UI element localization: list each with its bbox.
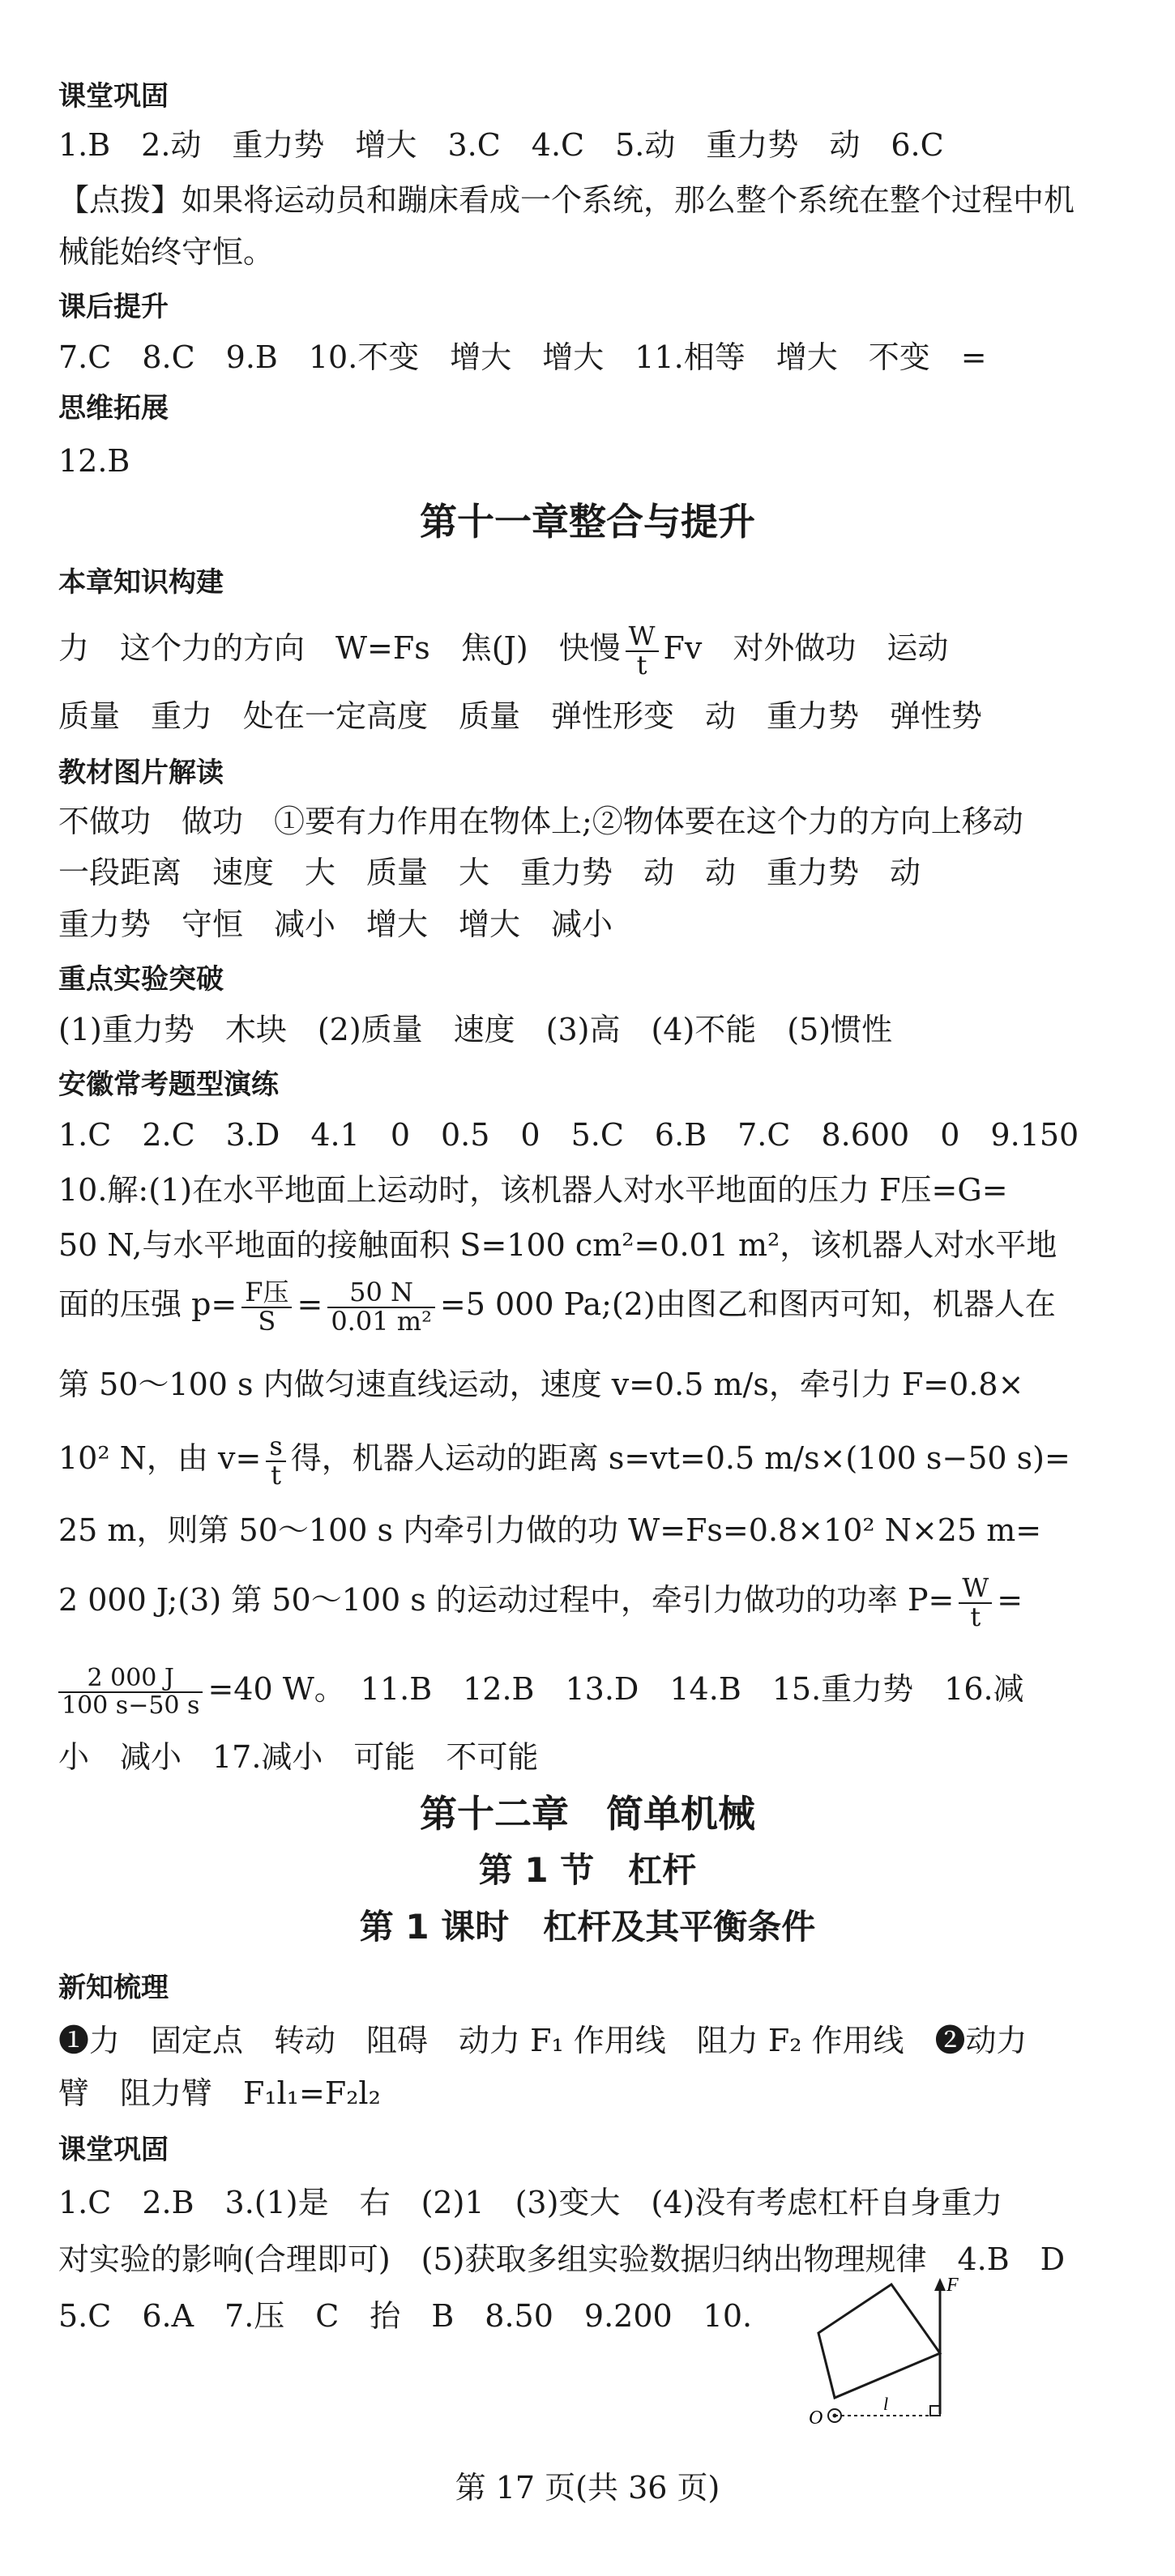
solution-line: 面的压强 p= $\frac{\text{F压}}{S}$ = $\frac{50 N}{\text{0.01 m²}}$ =5 000 Pa;(2)由图乙和图丙可知，机器人在 — [58, 1276, 1056, 1337]
section-heading-after-class: 课后提升 — [58, 291, 169, 323]
fraction-w-over-t-2: $\frac{W}{t}$ — [959, 1575, 992, 1631]
section-heading-knowledge: 本章知识构建 — [58, 566, 224, 599]
fraction-pressure: $\frac{\text{F压}}{S}$ — [241, 1279, 292, 1335]
force-label: F — [946, 2276, 959, 2296]
solution-line: 10.解:(1)在水平地面上运动时，该机器人对水平地面的压力 F压=G= — [58, 1172, 1008, 1208]
experiment-line: (1)重力势 木块 (2)质量 速度 (3)高 (4)不能 (5)惯性 — [58, 1012, 893, 1047]
answer-line: 1.B 2.动 重力势 增大 3.C 4.C 5.动 重力势 动 6.C — [58, 127, 944, 163]
hint-line: 【点拨】如果将运动员和蹦床看成一个系统，那么整个系统在整个过程中机 — [58, 182, 1075, 218]
section-heading-new-knowledge: 新知梳理 — [58, 1972, 169, 2004]
fraction-s-over-t: $\frac{s}{t}$ — [266, 1433, 285, 1489]
knowledge-line: 力 这个力的方向 W=Fs 焦(J) 快慢 $\frac{W}{t}$ Fv 对外做功 运动 — [58, 620, 949, 680]
answer-line: 7.C 8.C 9.B 10.不变 增大 增大 11.相等 增大 不变 = — [58, 339, 987, 375]
lesson-title: 第 1 课时 杠杆及其平衡条件 — [359, 1907, 816, 1947]
lever-arm-label: l — [883, 2394, 889, 2414]
section-heading-thinking: 思维拓展 — [58, 392, 169, 424]
section-heading-exercises: 安徽常考题型演练 — [58, 1068, 279, 1101]
figure-line: 不做功 做功 ①要有力作用在物体上;②物体要在这个力的方向上移动 — [58, 804, 1023, 839]
fraction-power: $\frac{2 000 J}{100 s-50 s}$ — [58, 1665, 203, 1718]
solution-line: 50 N,与水平地面的接触面积 S=100 cm²=0.01 m²，该机器人对水平地 — [58, 1227, 1058, 1263]
knowledge-line: ❶力 固定点 转动 阻碍 动力 F₁ 作用线 阻力 F₂ 作用线 ❷动力 — [58, 2023, 1028, 2058]
section-heading-experiment: 重点实验突破 — [58, 963, 224, 996]
force-arrowhead — [934, 2278, 946, 2291]
figure-line: 重力势 守恒 减小 增大 增大 减小 — [58, 906, 613, 942]
solution-line: 10² N，由 v= $\frac{s}{t}$ 得，机器人运动的距离 s=vt=0.5 m/s×(100 s−50 s)= — [58, 1430, 1070, 1491]
answer-line: 12.B — [58, 443, 130, 479]
lever-force-diagram — [802, 2276, 964, 2438]
answer-line: 对实验的影响(合理即可) (5)获取多组实验数据归纳出物理规律 4.B D — [58, 2241, 1066, 2277]
section-heading-classroom-2: 课堂巩固 — [58, 2134, 169, 2166]
knowledge-line: 臂 阻力臂 F₁l₁=F₂l₂ — [58, 2075, 381, 2111]
pivot-label: O — [809, 2408, 823, 2429]
section-heading-figures: 教材图片解读 — [58, 757, 224, 789]
solution-line: 2 000 J;(3) 第 50～100 s 的运动过程中，牵引力做功的功率 P= $\frac{W}{t}$ = — [58, 1572, 1023, 1632]
fraction-w-over-t: $\frac{W}{t}$ — [626, 623, 659, 679]
solution-line: 第 50～100 s 内做匀速直线运动，速度 v=0.5 m/s，牵引力 F=0.8× — [58, 1367, 1024, 1402]
answer-line: 5.C 6.A 7.压 C 抬 B 8.50 9.200 10. — [58, 2298, 753, 2334]
solution-line: 25 m，则第 50～100 s 内牵引力做的功 W=Fs=0.8×10² N×25 m= — [58, 1512, 1042, 1548]
right-angle-mark — [930, 2406, 940, 2416]
figure-line: 一段距离 速度 大 质量 大 重力势 动 动 重力势 动 — [58, 855, 921, 890]
square-body — [818, 2284, 940, 2398]
chapter-title: 第十二章 简单机械 — [420, 1792, 755, 1836]
chapter-title: 第十一章整合与提升 — [420, 500, 755, 544]
hint-line: 械能始终守恒。 — [58, 234, 275, 270]
section-title: 第 1 节 杠杆 — [478, 1850, 697, 1890]
answer-line: 1.C 2.B 3.(1)是 右 (2)1 (3)变大 (4)没有考虑杠杆自身重力 — [58, 2185, 1003, 2220]
answer-line: 小 减小 17.减小 可能 不可能 — [58, 1739, 539, 1775]
section-heading-classroom: 课堂巩固 — [58, 80, 169, 113]
answer-line: 1.C 2.C 3.D 4.1 0 0.5 0 5.C 6.B 7.C 8.600 0 9.150 — [58, 1117, 1079, 1153]
page-footer: 第 17 页(共 36 页) — [455, 2470, 720, 2506]
pivot-dot — [833, 2414, 837, 2418]
solution-line: $\frac{2 000 J}{100 s-50 s}$ =40 W。 11.B 12.B 13.D 14.B 15.重力势 16.减 — [58, 1653, 1159, 1725]
knowledge-line: 质量 重力 处在一定高度 质量 弹性形变 动 重力势 弹性势 — [58, 698, 983, 734]
fraction-value: $\frac{50 N}{\text{0.01 m²}}$ — [327, 1279, 435, 1335]
